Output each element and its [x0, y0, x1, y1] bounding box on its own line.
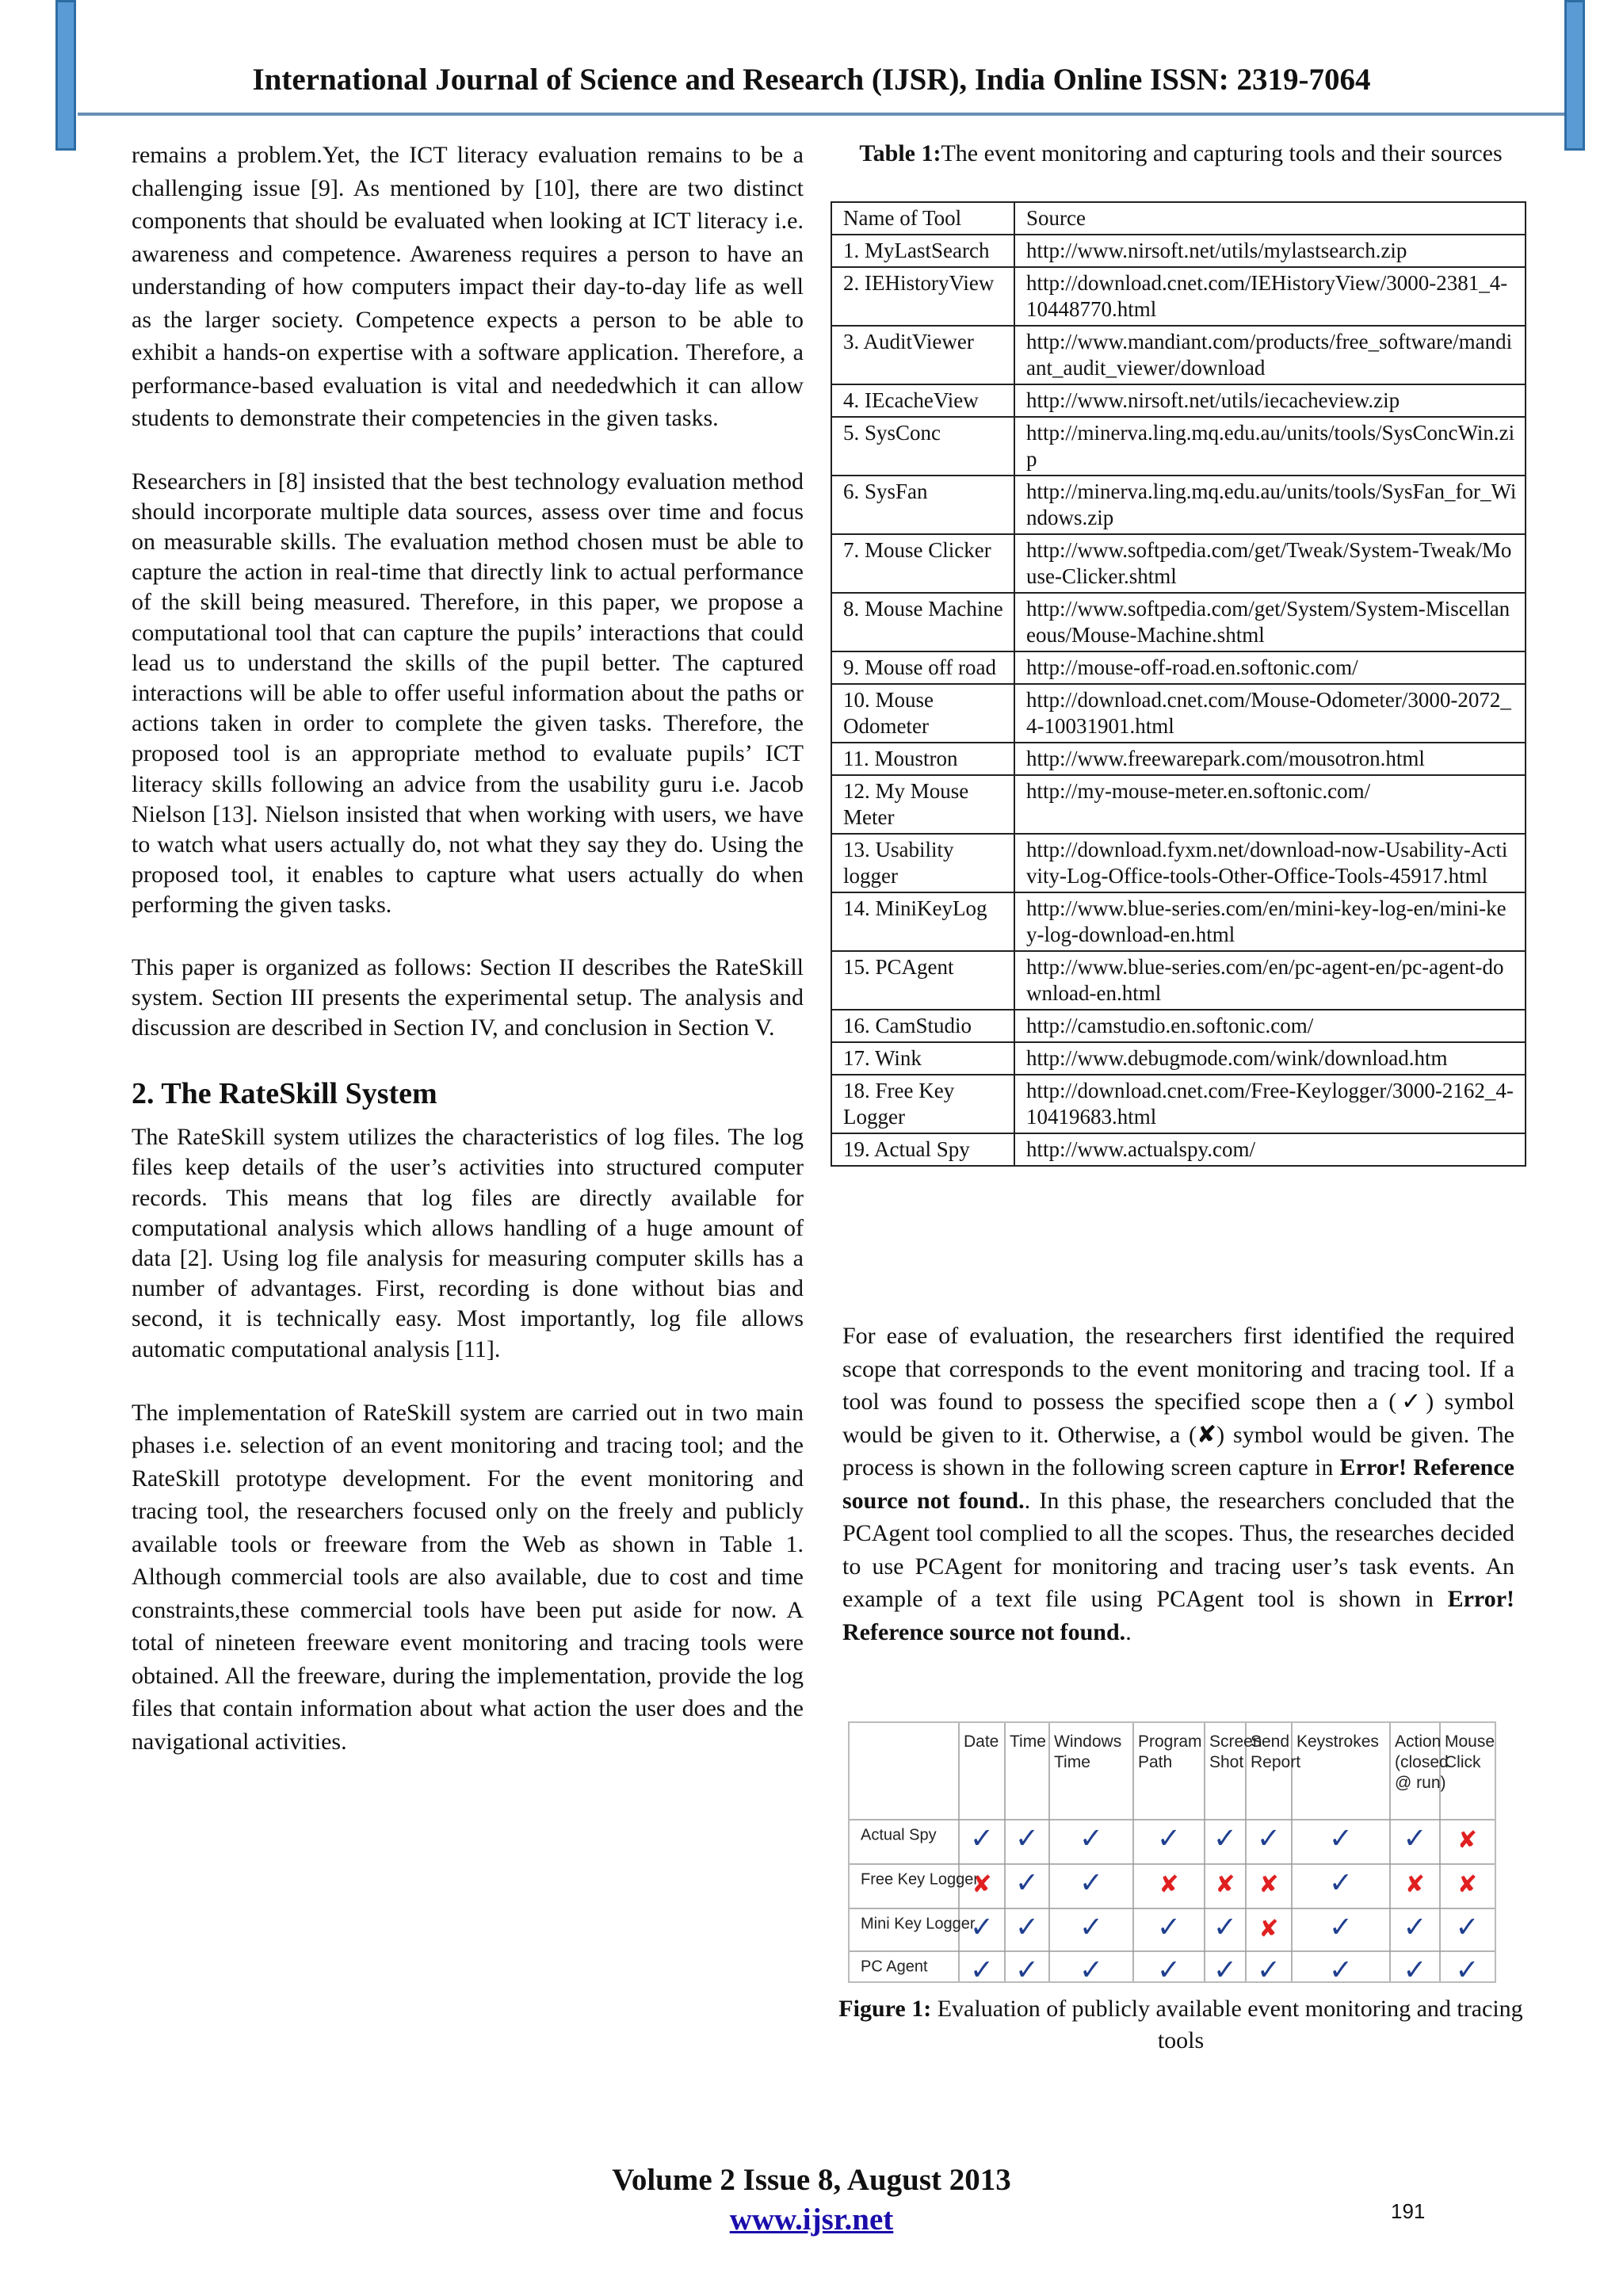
table-row [831, 775, 1526, 834]
table-row [831, 384, 1526, 417]
grid-column-header: Program Path [1138, 1733, 1202, 1771]
evaluation-grid-svg [850, 1723, 1495, 1981]
check-icon: ✓ [969, 1822, 995, 1855]
check-icon: ✓ [1403, 1954, 1427, 1981]
table-row [831, 1042, 1526, 1075]
table-row [831, 417, 1526, 476]
tool-name-cell: 11. Moustron [831, 743, 1014, 775]
check-icon: ✓ [1328, 1954, 1354, 1981]
table-row [831, 1075, 1526, 1133]
check-icon: ✓ [1014, 1866, 1040, 1900]
table-caption-text: The event monitoring and capturing tools and their sources [941, 140, 1503, 166]
tool-source-cell: http://www.softpedia.com/get/Tweak/System-Tweak/Mouse-Clicker.shtml [1014, 534, 1526, 593]
table-row [831, 1133, 1526, 1166]
paragraph-text-c: . [1125, 1618, 1132, 1645]
page-number: 191 [1391, 2199, 1426, 2223]
cross-icon: ✘ [1159, 1870, 1179, 1899]
check-icon: ✓ [1328, 1911, 1354, 1944]
figure-caption-text: Evaluation of publicly available event monitoring and tracing tools [937, 1996, 1523, 2053]
tool-name-cell: 10. Mouse Odometer [831, 684, 1014, 743]
check-icon: ✓ [1455, 1954, 1480, 1981]
table-row [831, 834, 1526, 892]
check-icon: ✓ [1212, 1911, 1238, 1944]
tool-source-cell: http://www.softpedia.com/get/System/System-Miscellaneous/Mouse-Machine.shtml [1014, 593, 1526, 651]
check-icon: ✓ [1079, 1822, 1104, 1855]
tool-source-cell: http://www.actualspy.com/ [1014, 1133, 1526, 1166]
header-name-of-tool: Name of Tool [831, 202, 1014, 235]
check-icon: ✓ [1256, 1822, 1281, 1855]
grid-column-header: Mouse Click [1445, 1733, 1495, 1771]
figure-evaluation-grid [848, 1721, 1496, 1983]
grid-column-header: Action (closed @ run) [1395, 1733, 1449, 1792]
check-icon: ✓ [1328, 1866, 1354, 1900]
tool-source-cell: http://download.cnet.com/Free-Keylogger/3000-2162_4-10419683.html [1014, 1075, 1526, 1133]
table-row [831, 235, 1526, 267]
cross-icon: ✘ [1457, 1870, 1478, 1899]
tool-name-cell: 18. Free Key Logger [831, 1075, 1014, 1133]
check-icon: ✓ [1014, 1911, 1040, 1944]
cross-icon: ✘ [1404, 1870, 1426, 1899]
check-icon: ✓ [1014, 1954, 1040, 1981]
cross-icon: ✘ [1457, 1826, 1478, 1855]
grid-column-header: Time [1010, 1733, 1046, 1751]
grid-row-tool-label: Mini Key Logger [861, 1915, 976, 1933]
check-icon: ✓ [1079, 1954, 1104, 1981]
check-icon: ✓ [1079, 1911, 1104, 1944]
error-reference-1: Error! Reference source not found. [842, 1454, 1514, 1514]
tool-name-cell: 12. My Mouse Meter [831, 775, 1014, 834]
paragraph-ict-literacy: remains a problem.Yet, the ICT literacy evaluation remains to be a challenging issue [9]. As mentioned by [10], there are two distinct components that should be evaluated when looking at ICT literacy i.e. awareness and competence. Awareness requires a person to have an understanding of how computers impact their day-to-day life as well as the larger society. Competence expects a person to be able to exhibit a hands-on expertise with a software application. Therefore, a performance-based evaluation is vital and neededwhich it can allow students to demonstrate their competencies in the given tasks. [132, 142, 804, 431]
table-row [831, 326, 1526, 384]
grid-column-header: Keystrokes [1296, 1733, 1379, 1751]
tool-name-cell: 19. Actual Spy [831, 1133, 1014, 1166]
grid-row-tool-label: PC Agent [861, 1958, 928, 1976]
check-icon: ✓ [1156, 1822, 1182, 1855]
cross-icon: ✘ [972, 1870, 992, 1899]
check-icon: ✓ [1403, 1911, 1427, 1944]
tool-source-cell: http://www.blue-series.com/en/mini-key-log-en/mini-key-log-download-en.html [1014, 892, 1526, 951]
table-caption [832, 139, 1529, 169]
tool-source-cell: http://www.blue-series.com/en/pc-agent-en/pc-agent-download-en.html [1014, 951, 1526, 1010]
paragraph-text-b: . In this phase, the researchers concluded that the PCAgent tool complied to all the scopes. Thus, the researches decided to use PCAgent for monitoring and tracing user’s task events. An example of a text file using PCAgent tool is shown in [842, 1487, 1515, 1612]
check-icon: ✓ [1014, 1822, 1040, 1855]
check-icon: ✓ [969, 1911, 995, 1944]
tool-name-cell: 16. CamStudio [831, 1010, 1014, 1042]
tool-name-cell: 6. SysFan [831, 476, 1014, 534]
tool-name-cell: 13. Usability logger [831, 834, 1014, 892]
paragraph-implementation: The implementation of RateSkill system are carried out in two main phases i.e. selection of an event monitoring and tracing tool; and the RateSkill prototype development. For the event monitoring and tracing tool, the researchers focused only on the freely and publicly available tools or freeware from the Web as shown in Table 1. Although commercial tools are also available, due to cost and time constraints,these commercial tools have been put aside for now. A total of nineteen freeware event monitoring and tracing tools were obtained. All the freeware, during the implementation, provide the log files that contain information about what action the user does and the navigational activities. [132, 1399, 804, 1755]
figure-caption [832, 1993, 1529, 2057]
table-row [831, 534, 1526, 593]
cross-icon: ✘ [1258, 1915, 1279, 1943]
table-row [831, 593, 1526, 651]
cross-icon: ✘ [1215, 1870, 1235, 1899]
tool-source-cell: http://www.freewarepark.com/mousotron.html [1014, 743, 1526, 775]
table-row [831, 951, 1526, 1010]
tool-name-cell: 17. Wink [831, 1042, 1014, 1075]
paragraph-organization: This paper is organized as follows: Section II describes the RateSkill system. Section III presents the experimental setup. The analysis and discussion are described in Section IV, and conclusion in Section V. [132, 953, 804, 1041]
check-icon: ✓ [1156, 1954, 1182, 1981]
tool-name-cell: 7. Mouse Clicker [831, 534, 1014, 593]
check-icon: ✓ [1212, 1822, 1238, 1855]
tool-source-cell: http://my-mouse-meter.en.softonic.com/ [1014, 775, 1526, 834]
check-icon: ✓ [1455, 1911, 1480, 1944]
cross-icon: ✘ [1258, 1870, 1279, 1899]
check-icon: ✓ [1256, 1954, 1281, 1981]
tool-name-cell: 4. IEcacheView [831, 384, 1014, 417]
grid-row-tool-label: Actual Spy [861, 1826, 937, 1844]
tool-name-cell: 15. PCAgent [831, 951, 1014, 1010]
tool-source-cell: http://camstudio.en.softonic.com/ [1014, 1010, 1526, 1042]
tool-name-cell: 14. MiniKeyLog [831, 892, 1014, 951]
paragraph-scope-evaluation [842, 1320, 1514, 1648]
grid-column-header: Windows Time [1054, 1733, 1122, 1771]
tool-source-cell: http://www.mandiant.com/products/free_software/mandiant_audit_viewer/download [1014, 326, 1526, 384]
grid-row-tool-label: Free Key Logger [861, 1870, 979, 1889]
tool-source-cell: http://download.fyxm.net/download-now-Usability-Activity-Log-Office-tools-Other-Office-Tools-45917.html [1014, 834, 1526, 892]
paragraph-log-files: The RateSkill system utilizes the characteristics of log files. The log files keep details of the user’s activities into structured computer records. This means that log files are directly available for computational analysis which allows handling of a huge amount of data [2]. Using log file analysis for measuring computer skills has a number of advantages. First, recording is done without bias and second, it is technically easy. Most importantly, log file allows automatic computational analysis [11]. [132, 1124, 804, 1362]
check-icon: ✓ [1212, 1954, 1238, 1981]
tool-name-cell: 1. MyLastSearch [831, 235, 1014, 267]
table-row [831, 892, 1526, 951]
table-row [831, 1010, 1526, 1042]
paragraph-evaluation-method: Researchers in [8] insisted that the best technology evaluation method should incorporate multiple data sources, assess over time and focus on measurable skills. The evaluation method chosen must be able to capture the action in real-time that directly link to actual performance of the skill being measured. Therefore, in this paper, we propose a computational tool that can capture the pupils’ interactions that could lead us to understand the skills of the pupil better. The captured interactions will be able to offer useful information about the paths or actions taken in order to complete the given tasks. Therefore, the proposed tool is an appropriate method to evaluate pupils’ ICT literacy skills following an advice from the usability guru i.e. Jacob Nielson [13]. Nielson insisted that when working with users, we have to watch what users actually do, not what they say they do. Using the proposed tool, it enables to capture what users actually do when performing the given tasks. [132, 468, 804, 919]
left-column [132, 139, 804, 1790]
table-row [831, 267, 1526, 326]
journal-title: International Journal of Science and Research (IJSR), India Online ISSN: 2319-7064 [252, 63, 1371, 97]
check-icon: ✓ [1079, 1866, 1104, 1900]
tool-name-cell: 2. IEHistoryView [831, 267, 1014, 326]
tool-name-cell: 9. Mouse off road [831, 651, 1014, 684]
tool-source-cell: http://download.cnet.com/IEHistoryView/3000-2381_4-10448770.html [1014, 267, 1526, 326]
paragraph-text-a: For ease of evaluation, the researchers first identified the required scope that corresponds to the event monitoring and tracing tool. If a tool was found to possess the specified scope then a (✓) symbol would be given to it. Otherwise, a (✘) symbol would be given. The process is shown in the following screen capture in [842, 1323, 1514, 1480]
tools-table [831, 201, 1526, 1167]
table-row [831, 651, 1526, 684]
tool-source-cell: http://www.nirsoft.net/utils/mylastsearch.zip [1014, 235, 1526, 267]
check-icon: ✓ [969, 1954, 995, 1981]
error-reference-2: Error! Reference source not found. [842, 1586, 1514, 1645]
table-row [831, 743, 1526, 775]
grid-column-header: Screen Shot [1209, 1733, 1262, 1771]
tool-source-cell: http://download.cnet.com/Mouse-Odometer/3000-2072_4-10031901.html [1014, 684, 1526, 743]
right-column [842, 1320, 1514, 1680]
table-row [831, 684, 1526, 743]
header-divider [78, 113, 1564, 116]
table-caption-label: Table 1: [859, 140, 941, 166]
tool-source-cell: http://www.nirsoft.net/utils/iecacheview.zip [1014, 384, 1526, 417]
header-source: Source [1014, 202, 1526, 235]
figure-caption-label: Figure 1: [838, 1996, 932, 2022]
check-icon: ✓ [1403, 1822, 1427, 1855]
tool-name-cell: 5. SysConc [831, 417, 1014, 476]
tool-source-cell: http://minerva.ling.mq.edu.au/units/tools/SysFan_for_Windows.zip [1014, 476, 1526, 534]
tool-source-cell: http://minerva.ling.mq.edu.au/units/tools/SysConcWin.zip [1014, 417, 1526, 476]
table-row [831, 476, 1526, 534]
tool-name-cell: 8. Mouse Machine [831, 593, 1014, 651]
section-heading-rateskill: 2. The RateSkill System [132, 1077, 437, 1111]
tool-source-cell: http://www.debugmode.com/wink/download.htm [1014, 1042, 1526, 1075]
grid-column-header: Send Report [1251, 1733, 1301, 1771]
footer-volume: Volume 2 Issue 8, August 2013 [612, 2163, 1011, 2197]
tool-source-cell: http://mouse-off-road.en.softonic.com/ [1014, 651, 1526, 684]
tool-name-cell: 3. AuditViewer [831, 326, 1014, 384]
table-header-row [831, 202, 1526, 235]
check-icon: ✓ [1156, 1911, 1182, 1944]
footer-website-link[interactable]: www.ijsr.net [729, 2202, 894, 2237]
check-icon: ✓ [1328, 1822, 1354, 1855]
grid-column-header: Date [964, 1733, 999, 1751]
